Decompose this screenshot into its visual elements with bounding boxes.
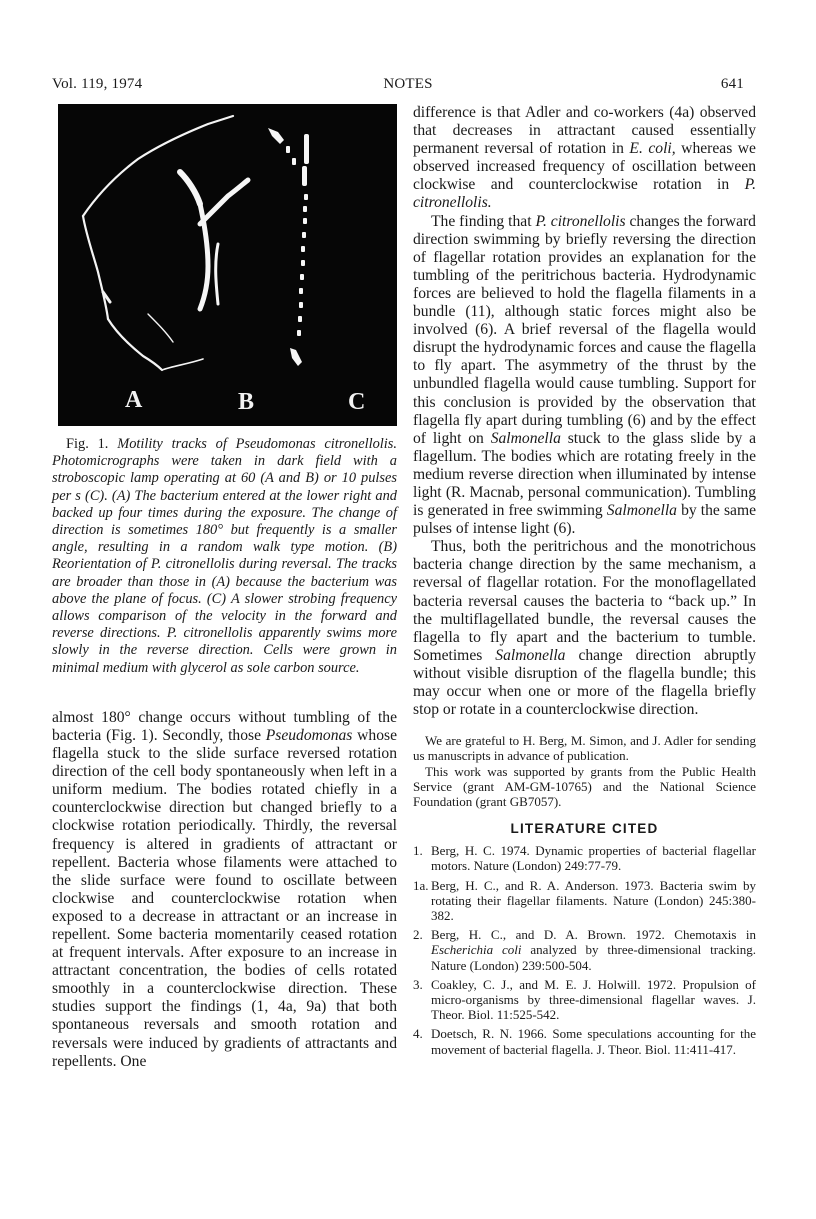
reference-item bbox=[413, 1026, 756, 1056]
figure-1-photomicrograph bbox=[58, 104, 397, 426]
panel-a-tracks bbox=[83, 116, 233, 370]
italic-run: P. citronellolis bbox=[535, 212, 626, 230]
acknowledgments bbox=[413, 733, 756, 809]
text-run: difference is that Adler and co-workers (4a) observed that decreases in attractant caused essentially permanent reversal of rotation in bbox=[413, 104, 756, 158]
panel-c-dots bbox=[268, 128, 309, 366]
text-run: almost 180° change occurs without tumbling of the bacteria (Fig. 1). Secondly, those bbox=[52, 708, 397, 744]
reference-number: 1. bbox=[413, 843, 423, 859]
text-run: change direction abruptly without visible disruption of the flagella bundle; this may occur when one or more of the flagella briefly stop or rotate in a counterclockwise direction. bbox=[413, 646, 756, 719]
caption-text: Motility tracks of Pseudomonas citronellolis. Photomicrographs were taken in dark field with a stroboscopic lamp operating at 60 (A and B) or 10 pulses per s (C). (A) The bacterium entered at the lower right and backed up four times during the exposure. The change of direction is sometimes 180° but frequently is a smaller angle, resulting in a random walk type motion. (B) Reorientation of P. citronellolis during reversal. The tracks are broader than those in (A) because the bacterium was above the plane of focus. (C) A slower strobing frequency allows comparison of the velocity in the forward and reverse directions. P. citronellolis apparently swims more slowly in the reverse direction. Cells were grown in minimal medium with glycerol as sole carbon source. bbox=[52, 436, 398, 676]
reference-number: 3. bbox=[413, 976, 423, 992]
right-paragraph-2 bbox=[413, 213, 756, 539]
italic-run: Salmonella bbox=[606, 502, 677, 520]
italic-run: Salmonella bbox=[495, 646, 566, 664]
running-header-section: NOTES bbox=[383, 76, 433, 92]
panel-label-c: C bbox=[348, 389, 366, 415]
reference-item bbox=[413, 977, 756, 1023]
text-run: analyzed by three-dimensional tracking. Nature (London) 239:500-504. bbox=[431, 942, 756, 973]
right-column bbox=[413, 104, 756, 1061]
reference-item bbox=[413, 927, 756, 973]
italic-run: Salmonella bbox=[490, 429, 561, 447]
reference-item bbox=[413, 878, 756, 924]
caption-lead: Fig. 1. bbox=[66, 436, 109, 452]
reference-text: Berg, H. C. 1974. Dynamic properties of bacterial flagellar motors. Nature (London) 249:77-79. bbox=[431, 843, 756, 874]
reference-number: 2. bbox=[413, 927, 423, 943]
acknowledgment-line: This work was supported by grants from the Public Health Service (grant AM-GM-10765) and the National Science Foundation (grant GB7057). bbox=[413, 763, 756, 809]
text-run: The finding that bbox=[431, 212, 536, 230]
reference-item bbox=[413, 843, 756, 873]
italic-run: Escherichia coli bbox=[431, 942, 522, 958]
reference-text: Coakley, C. J., and M. E. J. Holwill. 1972. Propulsion of micro-organisms by three-dimensional flagellar waves. J. Theor. Biol. 11:525-542. bbox=[431, 976, 756, 1023]
right-body-text bbox=[413, 104, 756, 719]
italic-run: P. citronellolis. bbox=[413, 176, 756, 212]
panel-label-b: B bbox=[238, 389, 255, 415]
right-paragraph-1 bbox=[413, 104, 756, 213]
left-column bbox=[52, 104, 397, 1071]
reference-text bbox=[431, 927, 756, 972]
text-run: whose flagella stuck to the slide surface reversed rotation direction of the cell body spontaneously when left in a uniform medium. The bodies rotated chiefly in a counterclockwise direction but changed briefly to a clockwise rotation periodically. Thirdly, the reversal frequency is altered in gradients of attractant or repellent. Bacteria whose filaments were attached to the slide surface were found to oscillate between clockwise and counterclockwise rotation when exposed to a decrease in attractant or an increase in repellent. Some bacteria momentarily ceased rotation at frequent intervals. After exposure to an increase in attractant concentration, the bodies of cells rotated smoothly in a counterclockwise direction. These studies support the findings (1, 4a, 9a) that both spontaneous reversals and smooth rotation and reversals were induced by gradients of attractants and repellents. One bbox=[52, 726, 397, 1070]
text-run: Berg, H. C., and D. A. Brown. 1972. Chemotaxis in bbox=[431, 927, 756, 943]
text-run: stuck to the glass slide by a flagellum. The bodies which are rotating freely in the medium reverse direction when illuminated by intense light (R. Macnab, personal communication). Tumbling is generated in free swimming bbox=[413, 429, 756, 520]
motility-tracks-image bbox=[58, 104, 397, 426]
text-run: changes the forward direction swimming by briefly reversing the direction of flagellar rotation provides an explanation for the tumbling of the peritrichous bacteria. Hydrodynamic forces are believed to hold the flagella filaments in a bundle (11), although static forces might also be involved (6). A brief reversal of the flagella would disrupt the hydrodynamic forces and cause the flagella to fly apart. The asymmetry of the thrust by the unbundled flagella would cause tumbling. Support for this conclusion is provided by the observation that flagella fly apart during tumbling (6) and by the effect of light on bbox=[413, 212, 756, 447]
reference-text: Doetsch, R. N. 1966. Some speculations accounting for the movement of bacterial flagella. J. Theor. Biol. 11:411-417. bbox=[431, 1026, 756, 1057]
left-body-text bbox=[52, 709, 397, 1071]
panel-b-tracks bbox=[180, 172, 248, 309]
reference-list bbox=[413, 843, 756, 1057]
text-run: by the same pulses of intense light (6). bbox=[413, 502, 756, 538]
right-paragraph-3 bbox=[413, 538, 756, 719]
page-number: 641 bbox=[720, 76, 744, 92]
italic-run: E. coli, bbox=[629, 140, 676, 158]
reference-number: 4. bbox=[413, 1026, 423, 1042]
figure-caption bbox=[52, 436, 397, 677]
text-run: Thus, both the peritrichous and the monotrichous bacteria change direction by the same mechanism, a reversal of flagellar rotation. For the monoflagellated bacteria reversal causes the bacteria to “back up.” In the multiflagellated bundle, the reversal causes the flagella to fly apart and the bacterium to tumble. Sometimes bbox=[413, 538, 756, 664]
left-paragraph bbox=[52, 709, 397, 1071]
literature-cited-heading: LITERATURE CITED bbox=[510, 821, 659, 837]
text-run: whereas we observed increased frequency of oscillation between clockwise and counterclockwise rotation in bbox=[413, 140, 756, 194]
reference-number: 1a. bbox=[413, 877, 429, 893]
panel-label-a: A bbox=[125, 387, 143, 413]
running-header-volume: Vol. 119, 1974 bbox=[52, 76, 143, 92]
reference-text: Berg, H. C., and R. A. Anderson. 1973. Bacteria swim by rotating their flagellar filaments. Nature (London) 245:380-382. bbox=[431, 877, 756, 924]
italic-run: Pseudomonas bbox=[265, 726, 353, 744]
acknowledgment-line: We are grateful to H. Berg, M. Simon, and J. Adler for sending us manuscripts in advance of publication. bbox=[413, 733, 756, 764]
